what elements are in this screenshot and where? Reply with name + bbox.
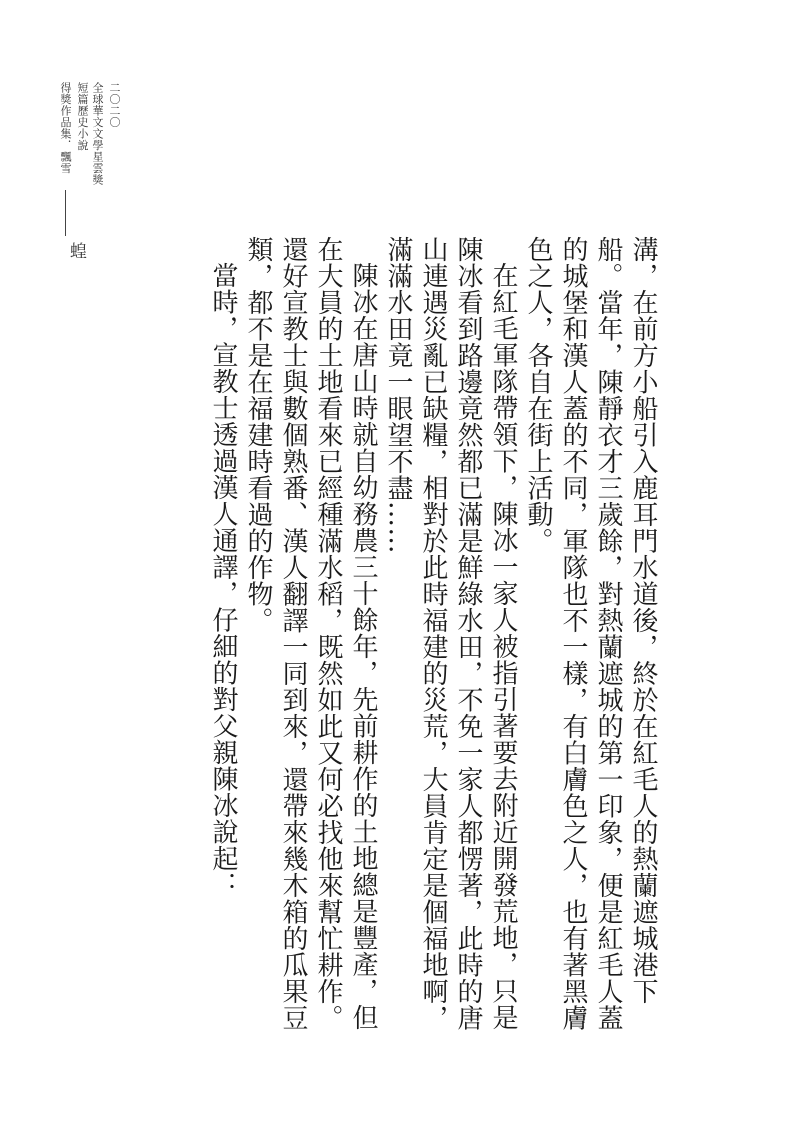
sidebar-award-name: 全球華文文學星雲獎 <box>91 82 104 186</box>
paragraph-2: 在紅毛軍隊帶領下，陳冰一家人被指引著要去附近開發荒地，只是陳冰看到路邊竟然都已滿是鮮綠水田，不免一家人都愣著，此時的唐山連遇災亂已缺糧，相對於此時福建的災荒，大員肯定是個福地啊，滿滿水田竟一眼望不盡…… <box>383 236 518 1031</box>
sidebar-divider <box>65 190 66 236</box>
sidebar-category: 短篇歷史小說 <box>76 82 89 151</box>
sidebar-year: 二〇二〇 <box>108 82 121 128</box>
paragraph-1: 溝，在前方小船引入鹿耳門水道後，終於在紅毛人的熱蘭遮城港下船。當年，陳靜衣才三歲餘，對熱蘭遮城的第一印象，便是紅毛人蓋的城堡和漢人蓋的不同，軍隊也不一樣，有白膚色之人，也有著黑膚色之人，各自在街上活動。 <box>523 236 658 1031</box>
sidebar-collection-title: 得獎作品集．飄雪 <box>59 82 72 174</box>
chapter-title: 蝗 <box>66 242 86 259</box>
paragraph-3: 陳冰在唐山時就自幼務農三十餘年，先前耕作的土地總是豐產，但在大員的土地看來已經種滿水稻，既然如此又何必找他來幫忙耕作。還好宣教士與數個熟番、漢人翻譯一同到來，還帶來幾木箱的瓜果豆類，都不是在福建時看過的作物。 <box>243 236 378 1031</box>
paragraph-4: 當時，宣教士透過漢人通譯，仔細的對父親陳冰說起： <box>208 262 238 898</box>
body-text <box>205 236 660 1056</box>
